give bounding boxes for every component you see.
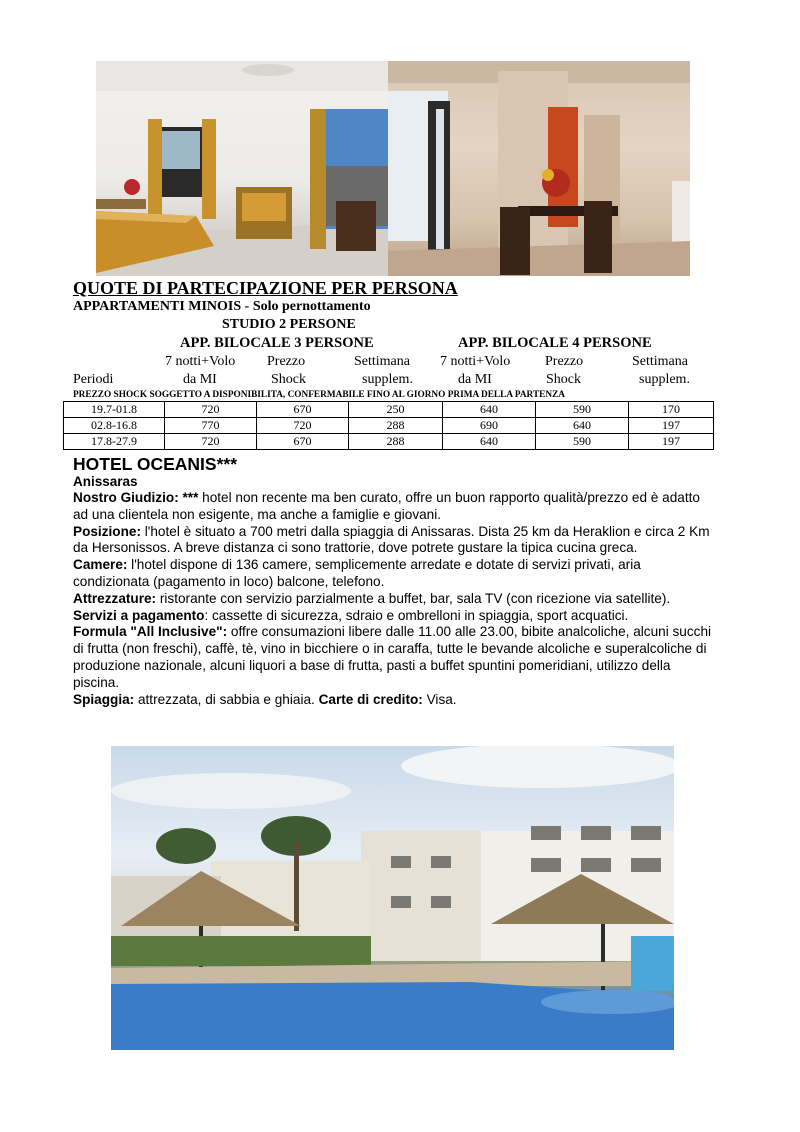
price-cell: 590 <box>536 402 629 418</box>
period-cell: 02.8-16.8 <box>64 418 165 434</box>
price-cell: 250 <box>349 402 443 418</box>
servizi-text: : cassette di sicurezza, sdraio e ombrelloni in spiaggia, sport acquatici. <box>204 607 629 623</box>
shock-price-note: PREZZO SHOCK SOGGETTO A DISPONIBILITA, CONFERMABILE FINO AL GIORNO PRIMA DELLA PARTENZA <box>73 390 565 400</box>
formula-text: offre consumazioni libere dalle 11.00 alle 23.00, bibite analcoliche, alcuni succhi di frutta (non freschi), caffè, tè, vino in bicchiere o in caraffa, tutte le bevande alcoliche e superalcoliche di produzione nazionale, alcuni liquori a base di frutta, pasti a buffet spuntini pomeridiani, utilizzo della piscina. <box>73 624 712 690</box>
apartments-subtitle: APPARTAMENTI MINOIS - Solo pernottamento <box>73 299 371 314</box>
price-cell: 640 <box>536 418 629 434</box>
col-header-prezzo-1: Prezzo <box>267 354 306 369</box>
hotel-pool-photo <box>111 746 674 1050</box>
bilocale-3-label: APP. BILOCALE 3 PERSONE <box>180 335 374 351</box>
camere-text: l'hotel dispone di 136 camere, semplicemente arredate e dotate di servizi privati, aria condizionata (pagamento in loco) balcone, telefono. <box>73 557 641 589</box>
price-cell: 670 <box>257 434 349 450</box>
period-cell: 17.8-27.9 <box>64 434 165 450</box>
price-cell: 720 <box>165 402 257 418</box>
col-header-notti-1-sub: da MI <box>183 372 217 387</box>
col-header-settimana-1-sub: supplem. <box>362 372 413 387</box>
col-header-prezzo-2-sub: Shock <box>546 372 581 387</box>
price-table <box>63 401 714 450</box>
price-cell: 720 <box>165 434 257 450</box>
table-row <box>64 402 714 418</box>
posizione-text: l'hotel è situato a 700 metri dalla spiaggia di Anissaras. Dista 25 km da Heraklion e circa 2 Km da Hersonissos. A breve distanza ci sono trattorie, dove potrete gustare la tipica cucina greca. <box>73 523 710 556</box>
col-header-settimana-2: Settimana <box>632 354 688 369</box>
price-cell: 170 <box>629 402 714 418</box>
hotel-location: Anissaras <box>73 474 138 489</box>
price-cell: 640 <box>443 434 536 450</box>
camere-paragraph <box>73 557 713 591</box>
col-header-settimana-1: Settimana <box>354 354 410 369</box>
formula-label: Formula "All Inclusive": <box>73 624 228 640</box>
price-cell: 288 <box>349 434 443 450</box>
col-header-notti-1: 7 notti+Volo <box>165 354 236 369</box>
giudizio-paragraph <box>73 490 713 524</box>
attrezzature-paragraph <box>73 591 713 608</box>
carte-text: Visa. <box>422 691 457 707</box>
giudizio-text: hotel non recente ma ben curato, offre un buon rapporto qualità/prezzo ed è adatto ad una clientela non esigente, ma anche a famiglie e giovani. <box>73 490 700 522</box>
col-header-periodi: Periodi <box>73 372 114 387</box>
price-cell: 670 <box>257 402 349 418</box>
apartment-dining-photo <box>388 61 690 276</box>
hotel-title: HOTEL OCEANIS*** <box>73 454 238 474</box>
price-cell: 770 <box>165 418 257 434</box>
page-title: QUOTE DI PARTECIPAZIONE PER PERSONA <box>73 278 458 298</box>
table-row <box>64 418 714 434</box>
spiaggia-paragraph <box>73 692 713 709</box>
carte-label: Carte di credito: <box>318 691 423 707</box>
price-cell: 720 <box>257 418 349 434</box>
studio-label: STUDIO 2 PERSONE <box>222 317 356 332</box>
period-cell: 19.7-01.8 <box>64 402 165 418</box>
price-cell: 690 <box>443 418 536 434</box>
spiaggia-label: Spiaggia: <box>73 691 135 707</box>
col-header-prezzo-2: Prezzo <box>545 354 584 369</box>
attrezzature-text: ristorante con servizio parzialmente a buffet, bar, sala TV (con ricezione via satellite). <box>156 590 671 606</box>
price-cell: 640 <box>443 402 536 418</box>
price-cell: 197 <box>629 418 714 434</box>
giudizio-label: Nostro Giudizio: *** <box>73 490 199 505</box>
price-cell: 590 <box>536 434 629 450</box>
servizi-label: Servizi a pagamento <box>73 607 205 623</box>
spiaggia-text: attrezzata, di sabbia e ghiaia. <box>134 691 319 707</box>
table-row <box>64 434 714 450</box>
attrezzature-label: Attrezzature: <box>73 590 157 606</box>
col-header-settimana-2-sub: supplem. <box>639 372 690 387</box>
apartment-bedroom-photo <box>96 61 388 276</box>
camere-label: Camere: <box>73 557 128 573</box>
formula-paragraph <box>73 624 713 691</box>
posizione-paragraph <box>73 524 713 558</box>
posizione-label: Posizione: <box>73 523 141 539</box>
price-cell: 288 <box>349 418 443 434</box>
col-header-prezzo-1-sub: Shock <box>271 372 306 387</box>
bilocale-4-label: APP. BILOCALE 4 PERSONE <box>458 335 652 351</box>
servizi-paragraph <box>73 608 713 625</box>
hotel-description <box>73 490 713 708</box>
col-header-notti-2: 7 notti+Volo <box>440 354 511 369</box>
price-cell: 197 <box>629 434 714 450</box>
col-header-notti-2-sub: da MI <box>458 372 492 387</box>
